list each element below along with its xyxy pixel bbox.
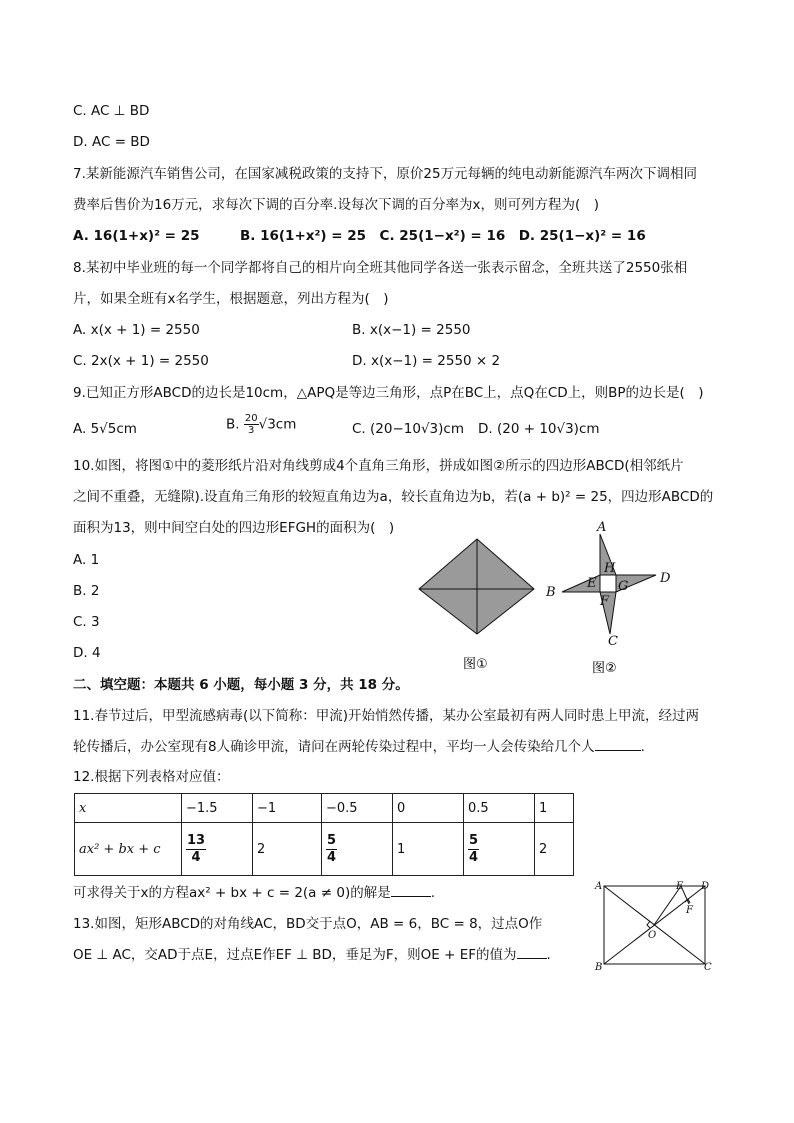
q10-stem-line2: 之间不重叠，无缝隙).设直角三角形的较短直角边为a，较长直角边为b，若(a + b)² = 25，四边形ABCD的: [73, 489, 714, 505]
table-cell: 0.5: [464, 794, 535, 823]
q11-answer-blank[interactable]: [595, 750, 641, 751]
fig13-label-o: O: [648, 930, 657, 941]
q13-stem-line1: 13.如图，矩形ABCD的对角线AC，BD交于点O，AB = 6，BC = 8，过点O作: [73, 916, 543, 932]
q8-option-b: B. x(x−1) = 2550: [352, 322, 471, 338]
q7-options: A. 16(1+x)² = 25 B. 16(1+x²) = 25 C. 25(1−x²) = 16 D. 25(1−x)² = 16: [73, 228, 646, 244]
fig13-label-b: B: [595, 962, 603, 973]
table-cell: $\frac{5}{4}$: [464, 823, 535, 876]
q12-stem: 12.根据下列表格对应值：: [73, 769, 230, 785]
q12-value-table: [74, 793, 574, 876]
fig10-quadrilateral: [540, 518, 680, 678]
q8-stem-line2: 片，如果全班有x名学生，根据题意，列出方程为( ): [73, 291, 389, 307]
fig13-label-d: D: [701, 881, 710, 892]
q9-option-c: C. (20−10√3)cm: [352, 421, 464, 437]
fig10-label-g: G: [618, 579, 629, 594]
fig13-label-f: F: [686, 905, 693, 916]
q13-stem-line2: OE ⊥ AC，交AD于点E，过点E作EF ⊥ BD，垂足为F，则OE + EF的值为 .: [73, 947, 551, 963]
table-cell: 1: [393, 823, 464, 876]
q9-stem: 9.已知正方形ABCD的边长是10cm，△APQ是等边三角形，点P在BC上，点Q在CD上，则BP的边长是( ): [73, 385, 704, 401]
fig10-caption2: 图②: [592, 661, 617, 676]
q10-stem-line3: 面积为13，则中间空白处的四边形EFGH的面积为( ): [73, 520, 395, 536]
fig10-rhombus: [418, 538, 538, 678]
q8-option-c: C. 2x(x + 1) = 2550: [73, 353, 209, 369]
fig10-label-d: D: [660, 571, 671, 586]
fig10-label-f: F: [600, 594, 610, 609]
q9-option-b: B. $\frac{20}{3}$ √3cm: [226, 413, 297, 436]
fig13-label-c: C: [704, 962, 712, 973]
fig10-caption1: 图①: [463, 657, 488, 672]
q12-answer-blank[interactable]: [391, 896, 431, 897]
q9-b-numerator: 20: [244, 413, 258, 424]
table-cell: 2: [253, 823, 322, 876]
table-cell: 1: [535, 794, 574, 823]
q11-stem-line2: 轮传播后，办公室现有8人确诊甲流，请问在两轮传染过程中，平均一人会传染给几个人 .: [73, 739, 645, 755]
q7-stem-line1: 7.某新能源汽车销售公司，在国家减税政策的支持下，原价25万元每辆的纯电动新能源汽车两次下调相同: [73, 166, 698, 182]
fig13-label-e: E: [676, 881, 684, 892]
table-cell: −1: [253, 794, 322, 823]
q11-stem-line1: 11.春节过后，甲型流感病毒(以下简称：甲流)开始悄然传播，某办公室最初有两人同时患上甲流，经过两: [73, 708, 700, 724]
q8-option-a: A. x(x + 1) = 2550: [73, 322, 200, 338]
q9-option-d: D. (20 + 10√3)cm: [478, 421, 600, 437]
q12-question: 可求得关于x的方程ax² + bx + c = 2(a ≠ 0)的解是 .: [73, 885, 436, 901]
table-cell: $\frac{13}{4}$: [182, 823, 253, 876]
q8-stem-line1: 8.某初中毕业班的每一个同学都将自己的相片向全班其他同学各送一张表示留念，全班共送了2550张相: [73, 260, 688, 276]
fig10-label-h: H: [604, 561, 616, 576]
table-cell: 0: [393, 794, 464, 823]
q10-option-d: D. 4: [73, 645, 101, 661]
table-cell: $\frac{5}{4}$: [322, 823, 393, 876]
q10-option-c: C. 3: [73, 614, 100, 630]
fig13-rectangle: [594, 878, 724, 974]
q9-option-a: A. 5√5cm: [73, 421, 137, 437]
q10-stem-line1: 10.如图，将图①中的菱形纸片沿对角线剪成4个直角三角形，拼成如图②所示的四边形ABCD(相邻纸片: [73, 458, 684, 474]
fig10-label-a: A: [597, 520, 607, 535]
q8-option-d: D. x(x−1) = 2550 × 2: [352, 353, 501, 369]
section2-heading: 二、填空题：本题共 6 小题，每小题 3 分，共 18 分。: [73, 677, 409, 693]
q13-answer-blank[interactable]: [517, 958, 547, 959]
fig13-label-a: A: [595, 881, 603, 892]
q9-b-denominator: 3: [248, 425, 255, 436]
q7-stem-line2: 费率后售价为16万元，求每次下调的百分率.设每次下调的百分率为x，则可列方程为( ): [73, 197, 599, 213]
q10-option-a: A. 1: [73, 552, 100, 568]
table-cell: 2: [535, 823, 574, 876]
table-cell: −0.5: [322, 794, 393, 823]
fig10-label-c: C: [608, 634, 618, 649]
q6-option-c: C. AC ⊥ BD: [73, 103, 150, 119]
fig10-label-b: B: [546, 585, 556, 600]
q6-option-d: D. AC = BD: [73, 134, 150, 150]
fig10-label-e: E: [587, 576, 597, 591]
table-header-x: x: [75, 794, 182, 823]
table-cell: −1.5: [182, 794, 253, 823]
table-header-expression: ax² + bx + c: [75, 823, 182, 876]
q10-option-b: B. 2: [73, 583, 100, 599]
